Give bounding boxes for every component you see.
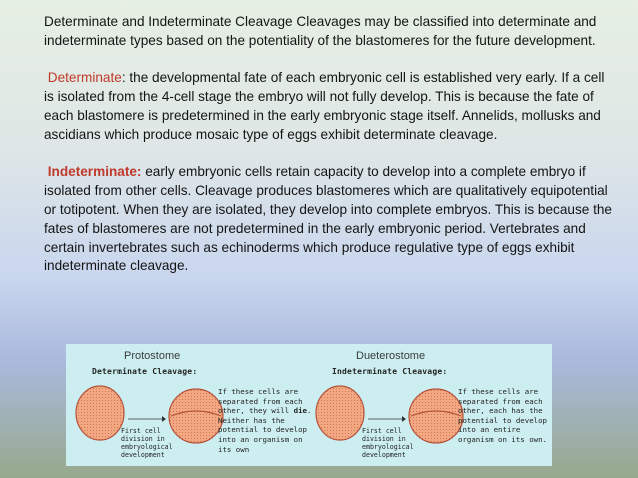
slide-text: [44, 13, 614, 276]
protostome-egg-icon: [74, 384, 126, 442]
determinate-cleavage-label: Determinate Cleavage:: [92, 367, 198, 376]
arrow-icon: [126, 414, 166, 424]
protostome-title: Protostome: [124, 350, 181, 362]
protostome-note: If these cells are separated from each other, they will die. Neither has the potential to develop into an organism on its own: [218, 387, 312, 454]
determinate-term: Determinate: [47, 70, 122, 86]
indeterminate-cleavage-label: Indeterminate Cleavage:: [332, 367, 448, 376]
protostome-caption: First cell division in embryological development: [121, 427, 173, 459]
arrow-icon: [366, 414, 406, 424]
intro-paragraph: Determinate and Indeterminate Cleavage Cleavages may be classified into determinate and indeterminate types based on the potentiality of the blastomeres for the future development.: [44, 14, 597, 48]
indeterminate-definition: early embryonic cells retain capacity to develop into a complete embryo if isolated from other cells. Cleavage produces blastomeres which are qualitatively equipotential or totipotent. When they are isolated, they develop into complete embryos. This is because the fates of blastomeres are not predetermined in the early embryonic period. Vertebrates and certain invertebrates such as echinoderms which produce regulative type of eggs exhibit indeterminate cleavage.: [44, 164, 612, 274]
dueterostome-egg-icon: [314, 384, 366, 442]
determinate-paragraph: [44, 69, 614, 144]
determinate-definition: : the developmental fate of each embryonic cell is established very early. If a cell is isolated from the 4-cell stage the embryo will not fully develop. This is because the fate of each blastomere is predetermined in the early embryonic stage itself. Annelids, mollusks and ascidians which produce mosaic type of eggs exhibit determinate cleavage.: [44, 70, 605, 142]
dueterostome-title: Dueterostome: [356, 350, 426, 362]
indeterminate-paragraph: [44, 163, 614, 276]
cleavage-diagram: [66, 344, 552, 466]
dueterostome-note: If these cells are separated from each other, each has the potential to develop into an entire organism on its own.: [458, 387, 547, 444]
die-word: die: [293, 406, 308, 416]
dueterostome-caption: First cell division in embryological development: [362, 427, 414, 459]
indeterminate-term: Indeterminate:: [47, 164, 142, 180]
